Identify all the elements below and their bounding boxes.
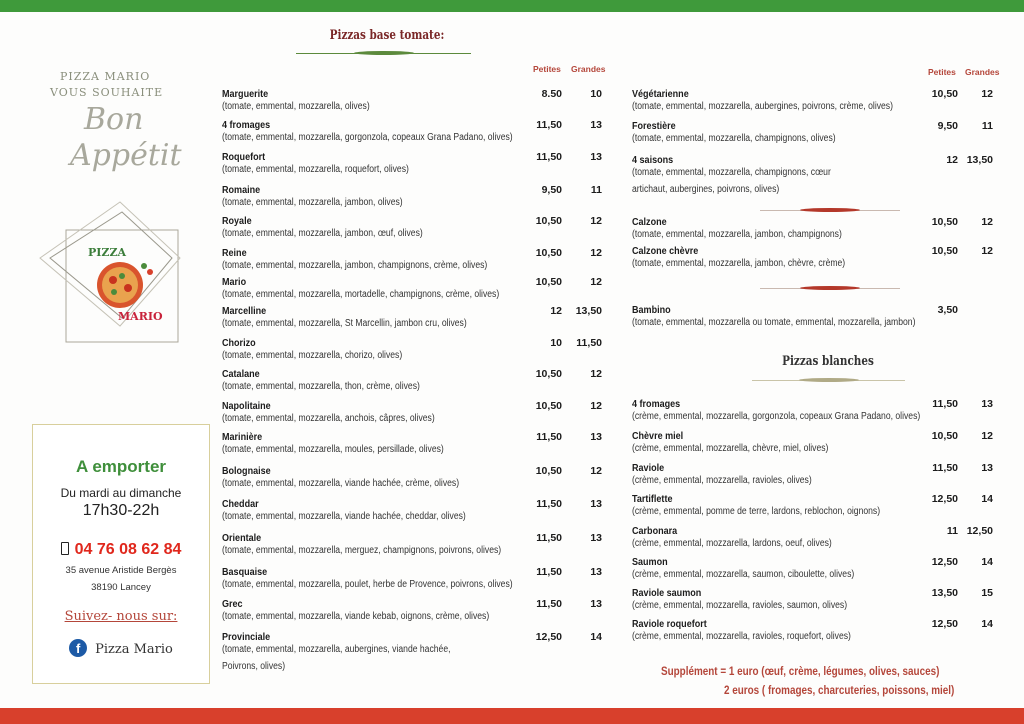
price-large: 11 (590, 184, 602, 196)
pizza-name: Bolognaise (222, 465, 271, 477)
phone-icon (61, 542, 69, 555)
price-large: 12 (590, 247, 602, 259)
price-small: 11,50 (536, 598, 562, 610)
pizza-ingredients: (tomate, emmental, mozzarella, viande kebab, oignons, crème, olives) (222, 611, 490, 622)
pizza-name: Roquefort (222, 151, 266, 163)
white-title-divider (752, 380, 905, 381)
pizza-ingredients: (tomate, emmental, mozzarella, aubergines, poivrons, crème, olives) (632, 101, 893, 112)
pizza-ingredients: (tomate, emmental, mozzarella, viande hachée, cheddar, olives) (222, 511, 466, 522)
pizza-name: Calzone (632, 216, 667, 228)
price-large: 12 (981, 88, 993, 100)
pizza-ingredients: (tomate, emmental, mozzarella, merguez, champignons, poivrons, olives) (222, 545, 502, 556)
price-large: 12 (981, 430, 993, 442)
pizza-ingredients: (tomate, emmental, mozzarella, jambon, chèvre, crème) (632, 258, 846, 269)
pizza-name: Forestière (632, 120, 676, 132)
pizza-name: 4 saisons (632, 154, 674, 166)
price-large: 14 (981, 556, 993, 568)
top-green-band (0, 0, 1024, 12)
pizza-name: Raviole saumon (632, 587, 702, 599)
price-small: 11,50 (536, 532, 562, 544)
price-small: 11,50 (932, 462, 958, 474)
phone-number-text: 04 76 08 62 84 (74, 541, 182, 558)
pizza-ingredients: (tomate, emmental, mozzarella, chorizo, olives) (222, 350, 403, 361)
pizza-name: Raviole roquefort (632, 618, 707, 630)
price-large: 13 (590, 566, 602, 578)
price-small: 11,50 (536, 119, 562, 131)
price-large: 12,50 (966, 525, 993, 537)
price-small: 10,50 (535, 215, 562, 227)
price-large: 12 (590, 465, 602, 477)
pizza-name: Royale (222, 215, 252, 227)
price-small: 3,50 (937, 304, 958, 316)
price-large: 13 (981, 462, 993, 474)
pizza-name: Catalane (222, 368, 260, 380)
price-small: 10,50 (535, 247, 562, 259)
pizza-name: Carbonara (632, 525, 678, 537)
pizza-ingredients: (tomate, emmental, mozzarella ou tomate, emmental, mozzarella, jambon) (632, 317, 916, 328)
pizza-ingredients: artichaut, aubergines, poivrons, olives) (632, 184, 780, 195)
pizza-ingredients: (crème, emmental, mozzarella, ravioles, saumon, olives) (632, 600, 848, 611)
col-petites-left: Petites (533, 64, 561, 74)
white-section-title: Pizzas blanches (782, 354, 874, 369)
price-small: 9,50 (937, 120, 958, 132)
price-large: 12 (981, 245, 993, 257)
bambino-divider (760, 288, 900, 289)
price-small: 9,50 (541, 184, 562, 196)
pizza-ingredients: (tomate, emmental, mozzarella, jambon, œuf, olives) (222, 228, 423, 239)
supplement-line1: Supplément = 1 euro (œuf, crème, légumes, olives, sauces) (661, 666, 940, 678)
price-large: 13 (590, 598, 602, 610)
pizza-ingredients: (tomate, emmental, mozzarella, mortadelle, champignons, crème, olives) (222, 289, 500, 300)
price-small: 10,50 (535, 368, 562, 380)
logo-word-pizza: PIZZA (88, 246, 127, 259)
pizza-ingredients: (tomate, emmental, mozzarella, aubergines, viande hachée, (222, 644, 451, 655)
pizza-ingredients: (tomate, emmental, mozzarella, olives) (222, 101, 370, 112)
price-large: 13,50 (575, 305, 602, 317)
address-line2: 38190 Lancey (91, 582, 151, 593)
price-large: 11,50 (576, 337, 602, 349)
logo-word-mario: MARIO (118, 310, 163, 323)
pizza-name: 4 fromages (632, 398, 681, 410)
price-small: 8.50 (541, 88, 562, 100)
price-large: 13 (981, 398, 993, 410)
price-small: 13,50 (931, 587, 958, 599)
pizza-ingredients: (tomate, emmental, mozzarella, viande hachée, crème, olives) (222, 478, 460, 489)
pizza-name: Végétarienne (632, 88, 689, 100)
price-small: 10 (550, 337, 562, 349)
price-small: 11,50 (932, 398, 958, 410)
pizza-ingredients: (tomate, emmental, mozzarella, anchois, câpres, olives) (222, 413, 435, 424)
pizza-ingredients: (crème, emmental, mozzarella, ravioles, olives) (632, 475, 812, 486)
pizza-name: Marcelline (222, 305, 267, 317)
pizza-name: Tartiflette (632, 493, 673, 505)
supplement-line2: 2 euros ( fromages, charcuteries, poissons, miel) (724, 685, 955, 697)
pizza-name: Basquaise (222, 566, 268, 578)
pizza-name: Calzone chèvre (632, 245, 699, 257)
price-small: 11,50 (536, 431, 562, 443)
facebook-icon: f (69, 639, 87, 657)
pizza-mario-logo (38, 200, 182, 344)
price-large: 13 (590, 498, 602, 510)
price-small: 11,50 (536, 566, 562, 578)
pizza-name: Saumon (632, 556, 668, 568)
price-large: 11 (981, 120, 993, 132)
greeting-bon: Bon (84, 102, 144, 137)
opening-hours: 17h30-22h (82, 502, 160, 519)
calzone-divider (760, 210, 900, 211)
price-large: 14 (981, 618, 993, 630)
price-large: 12 (981, 216, 993, 228)
pizza-ingredients: (tomate, emmental, mozzarella, thon, crème, olives) (222, 381, 420, 392)
pizza-name: Orientale (222, 532, 262, 544)
price-small: 12,50 (931, 493, 958, 505)
price-small: 10,50 (931, 430, 958, 442)
bottom-red-band (0, 708, 1024, 724)
pizza-name: Raviole (632, 462, 665, 474)
price-large: 13,50 (966, 154, 993, 166)
pizza-ingredients: (crème, emmental, mozzarella, lardons, oeuf, olives) (632, 538, 832, 549)
price-small: 10,50 (535, 465, 562, 477)
col-grandes-left: Grandes (571, 64, 606, 74)
pizza-ingredients: (tomate, emmental, mozzarella, moules, persillade, olives) (222, 444, 444, 455)
col-grandes-right: Grandes (965, 67, 1000, 77)
pizza-ingredients: (tomate, emmental, mozzarella, jambon, champignons) (632, 229, 842, 240)
pizza-ingredients: (crème, emmental, mozzarella, saumon, ciboulette, olives) (632, 569, 855, 580)
opening-days: Du mardi au dimanche (60, 486, 182, 500)
tagline-line1: PIZZA MARIO (60, 70, 151, 83)
pizza-ingredients: (crème, emmental, mozzarella, ravioles, roquefort, olives) (632, 631, 851, 642)
pizza-name: Napolitaine (222, 400, 271, 412)
pizza-ingredients: (crème, emmental, mozzarella, gorgonzola, copeaux Grana Padano, olives) (632, 411, 921, 422)
price-large: 10 (590, 88, 602, 100)
pizza-ingredients: (crème, emmental, pomme de terre, lardons, reblochon, oignons) (632, 506, 881, 517)
price-small: 10,50 (931, 216, 958, 228)
pizza-name: Romaine (222, 184, 261, 196)
takeaway-card (32, 424, 210, 684)
price-small: 12,50 (535, 631, 562, 643)
price-small: 11,50 (536, 151, 562, 163)
takeaway-title: A emporter (75, 457, 167, 476)
tomato-title-divider (296, 53, 471, 54)
price-large: 14 (590, 631, 602, 643)
price-small: 10,50 (931, 245, 958, 257)
price-large: 15 (981, 587, 993, 599)
pizza-ingredients: (tomate, emmental, mozzarella, champignons, olives) (632, 133, 836, 144)
pizza-ingredients: (tomate, emmental, mozzarella, poulet, herbe de Provence, poivrons, olives) (222, 579, 513, 590)
price-large: 13 (590, 532, 602, 544)
price-small: 12 (946, 154, 958, 166)
price-small: 11,50 (536, 498, 562, 510)
pizza-name: Marguerite (222, 88, 269, 100)
price-small: 10,50 (931, 88, 958, 100)
pizza-name: Grec (222, 598, 243, 610)
pizza-ingredients: (tomate, emmental, mozzarella, gorgonzola, copeaux Grana Padano, olives) (222, 132, 513, 143)
pizza-ingredients: (tomate, emmental, mozzarella, champignons, cœur (632, 167, 831, 178)
address-line1: 35 avenue Aristide Bergès (65, 565, 177, 576)
greeting-appetit: Appétit (70, 138, 182, 173)
pizza-ingredients: (tomate, emmental, mozzarella, jambon, olives) (222, 197, 403, 208)
pizza-name: Bambino (632, 304, 671, 316)
pizza-name: 4 fromages (222, 119, 271, 131)
pizza-name: Reine (222, 247, 247, 259)
pizza-ingredients: (tomate, emmental, mozzarella, roquefort, olives) (222, 164, 409, 175)
pizza-ingredients: (crème, emmental, mozzarella, chèvre, miel, olives) (632, 443, 829, 454)
pizza-ingredients: (tomate, emmental, mozzarella, jambon, champignons, crème, olives) (222, 260, 488, 271)
pizza-name: Cheddar (222, 498, 259, 510)
follow-us-label: Suivez- nous sur: (64, 609, 178, 624)
tomato-section-title: Pizzas base tomate: (329, 28, 445, 43)
price-small: 12,50 (931, 618, 958, 630)
facebook-link[interactable] (33, 639, 209, 657)
price-small: 10,50 (535, 400, 562, 412)
price-small: 12 (550, 305, 562, 317)
price-large: 14 (981, 493, 993, 505)
pizza-name: Chorizo (222, 337, 256, 349)
price-large: 12 (590, 276, 602, 288)
pizza-ingredients: Poivrons, olives) (222, 661, 286, 672)
pizza-name: Provinciale (222, 631, 271, 643)
facebook-page-name: Pizza Mario (95, 642, 173, 657)
pizza-name: Mario (222, 276, 247, 288)
price-large: 12 (590, 368, 602, 380)
col-petites-right: Petites (928, 67, 956, 77)
price-large: 12 (590, 215, 602, 227)
price-large: 12 (590, 400, 602, 412)
tagline-line2: VOUS SOUHAITE (50, 86, 164, 99)
price-small: 11 (946, 525, 958, 537)
pizza-name: Chèvre miel (632, 430, 684, 442)
phone-number[interactable] (33, 541, 209, 559)
price-small: 12,50 (931, 556, 958, 568)
price-large: 13 (590, 431, 602, 443)
price-large: 13 (590, 119, 602, 131)
price-large: 13 (590, 151, 602, 163)
pizza-ingredients: (tomate, emmental, mozzarella, St Marcellin, jambon cru, olives) (222, 318, 467, 329)
price-small: 10,50 (535, 276, 562, 288)
pizza-name: Marinière (222, 431, 263, 443)
